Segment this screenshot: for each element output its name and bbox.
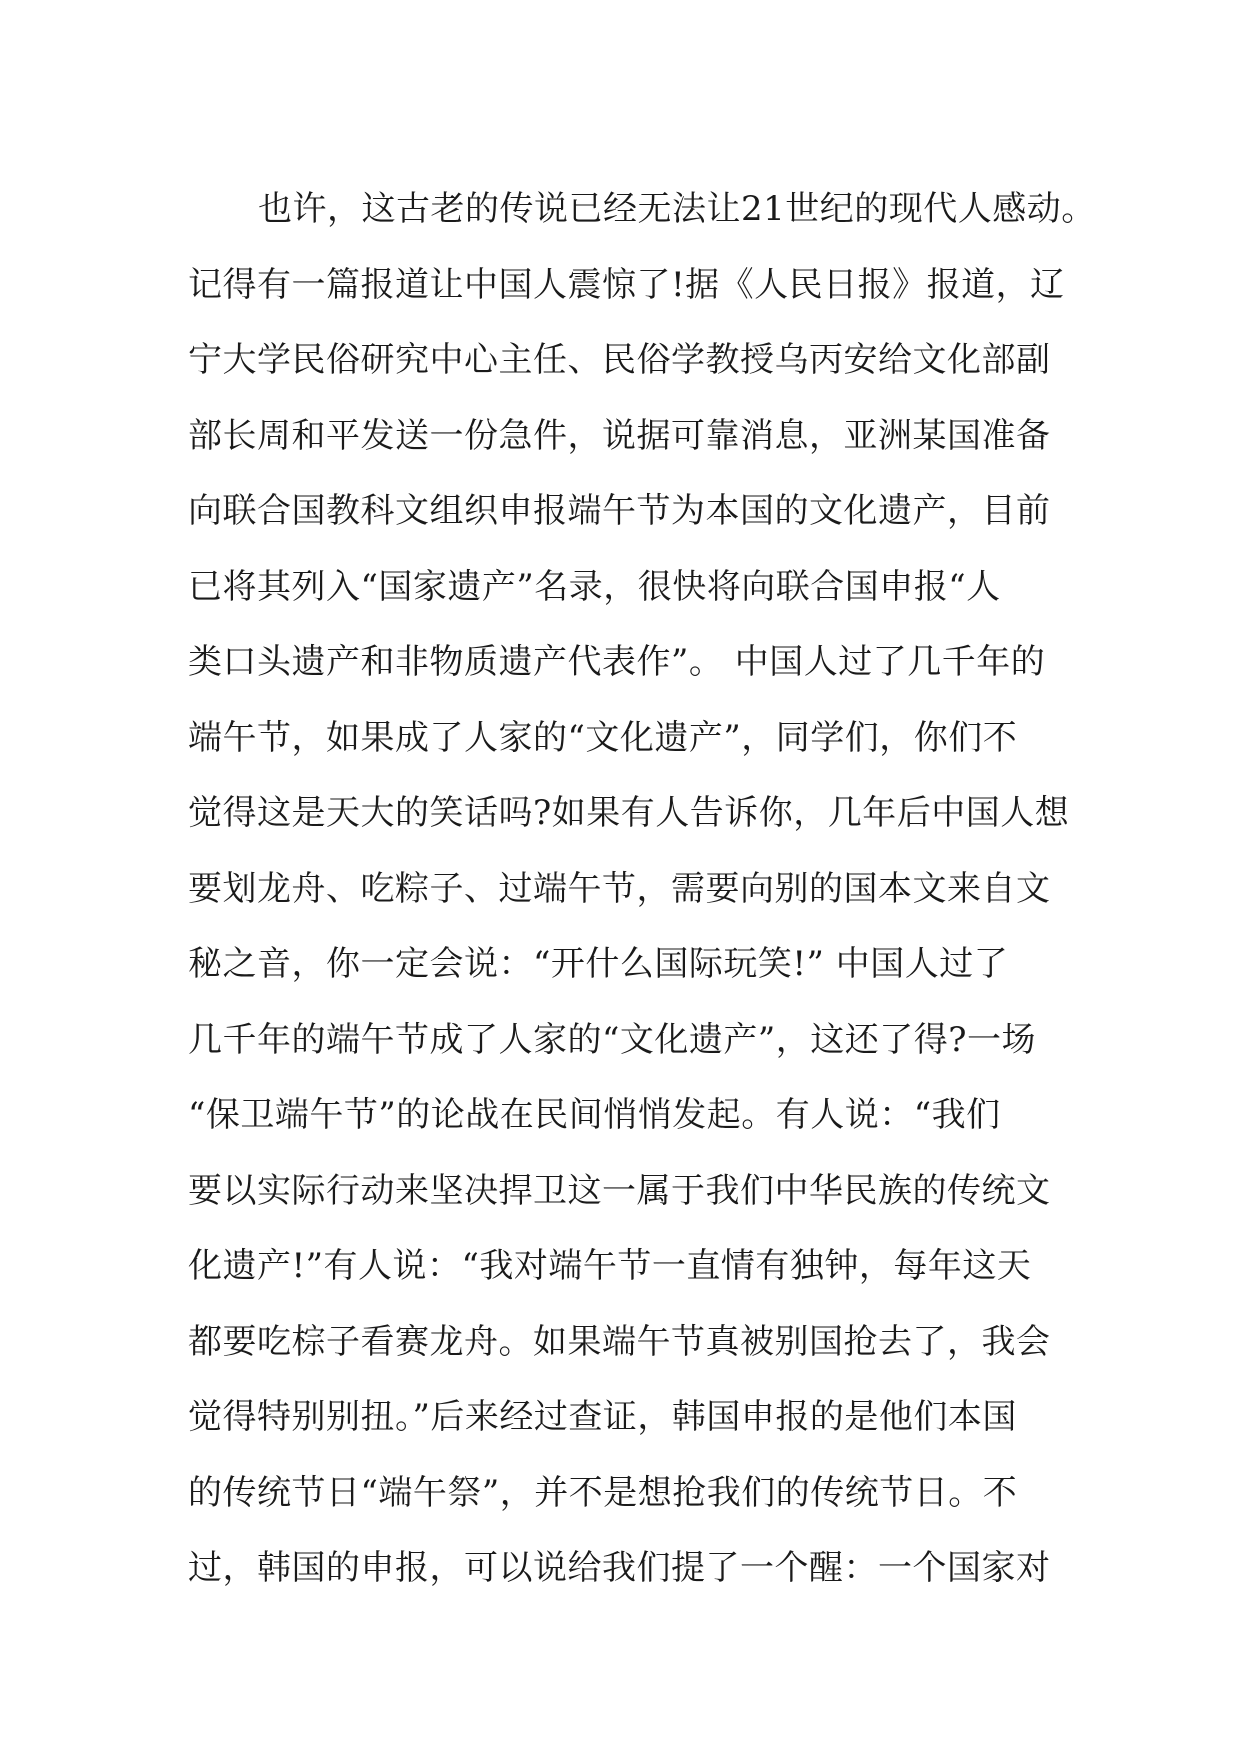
text-line: 过，韩国的申报，可以说给我们提了一个醒：一个国家对 [188,1548,1051,1588]
text-line: “保卫端午节”的论战在民间悄悄发起。有人说：“我们 [188,1095,1001,1135]
text-line: 要以实际行动来坚决捍卫这一属于我们中华民族的传统文 [188,1170,1051,1211]
text-line: 记得有一篇报道让中国人震惊了!据《人民日报》报道，辽 [188,264,1065,305]
text-line: 的传统节日“端午祭”，并不是想抢我们的传统节日。不 [188,1472,1018,1513]
text-line: 向联合国教科文组织申报端午节为本国的文化遗产，目前 [188,491,1051,531]
text-line: 都要吃棕子看赛龙舟。如果端午节真被别国抢去了，我会 [188,1321,1051,1362]
text-line: 类口头遗产和非物质遗产代表作”。 中国人过了几千年的 [188,642,1046,682]
text-line: 宁大学民俗研究中心主任、民俗学教授乌丙安给文化部副 [188,340,1051,380]
text-line: 觉得特别别扭。”后来经过查证，韩国申报的是他们本国 [188,1397,1017,1437]
text-line: 几千年的端午节成了人家的“文化遗产”，这还了得?一场 [188,1019,1036,1060]
text-line: 部长周和平发送一份急件，说据可靠消息，亚洲某国准备 [188,415,1051,456]
text-line: 也许，这古老的传说已经无法让21世纪的现代人感动。 [258,189,1096,229]
text-line: 觉得这是天大的笑话吗?如果有人告诉你，几年后中国人想 [188,793,1070,833]
text-line: 秘之音，你一定会说：“开什么国际玩笑!” 中国人过了 [188,944,1009,984]
text-line: 化遗产!”有人说：“我对端午节一直情有独钟，每年这天 [188,1246,1032,1286]
body-paragraph [188,172,1096,1607]
text-line: 要划龙舟、吃粽子、过端午节，需要向别的国本文来自文 [188,868,1051,909]
text-line: 已将其列入“国家遗产”名录，很快将向联合国申报“人 [188,566,1001,607]
text-line: 端午节，如果成了人家的“文化遗产”，同学们，你们不 [188,717,1018,758]
